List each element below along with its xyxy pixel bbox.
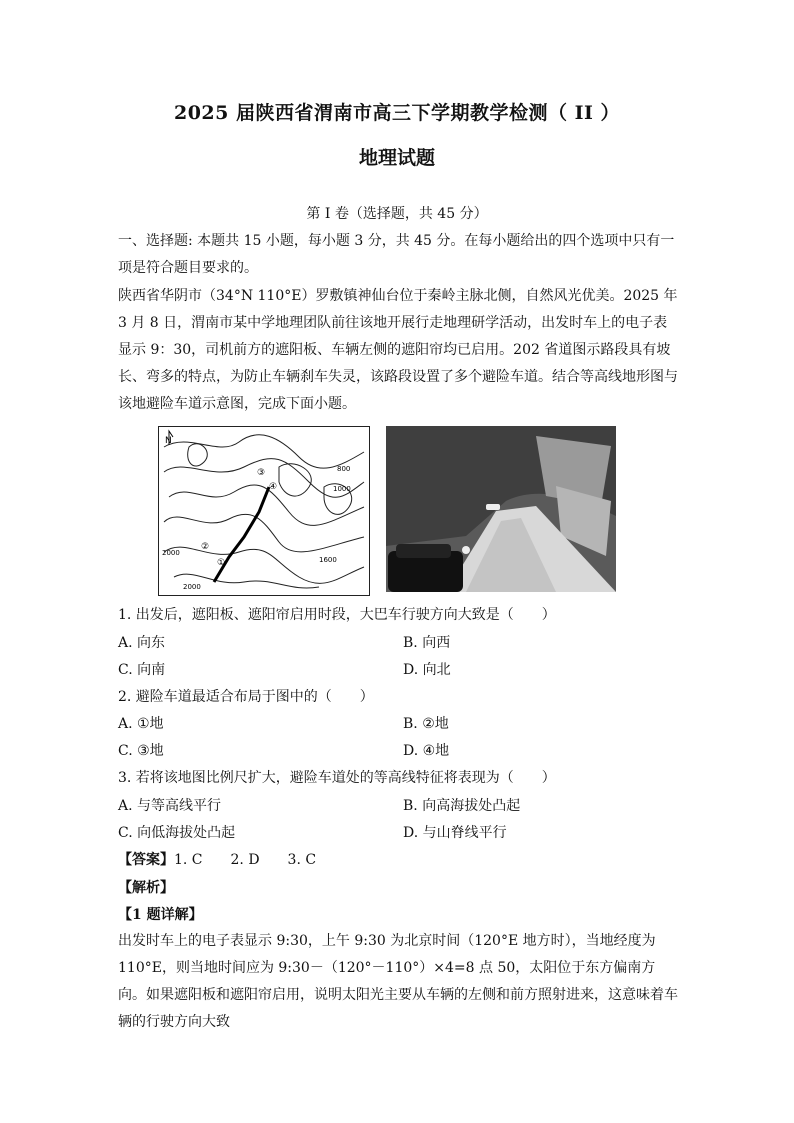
- question-3-stem: 3. 若将该地图比例尺扩大，避险车道处的等高线特征将表现为（ ）: [118, 770, 556, 786]
- escape-lane-photo-drawing: [386, 426, 616, 592]
- question-2-option-a[interactable]: A. ①地: [118, 716, 164, 732]
- material-text: 陕西省华阴市（34°N 110°E）罗敷镇神仙台位于秦岭主脉北侧，自然风光优美。2025 年 3 月 8 日，渭南市某中学地理团队前往该地开展行走地理研学活动，出发时车上的电子表显示 9：30，司机前方的遮阳板、车辆左侧的遮阳帘均已启用。202 省道图示路段具有坡长、弯多的特点，为防止车辆刹车失灵，该路段设置了多个避险车道。结合等高线地形图与该地避险车道示意图，完成下面小题。: [118, 288, 678, 412]
- contour-label: 2000: [162, 549, 180, 557]
- question-1-option-c[interactable]: C. 向南: [118, 662, 166, 678]
- question-2-option-d[interactable]: D. ④地: [403, 743, 450, 759]
- map-marker: ③: [257, 468, 266, 478]
- question-3-option-c[interactable]: C. 向低海拔处凸起: [118, 825, 236, 841]
- contour-map: [158, 426, 370, 596]
- answer-values: 1. C 2. D 3. C: [174, 852, 317, 868]
- escape-lane-photo: [386, 426, 616, 592]
- detail-label: 【1 题详解】: [118, 907, 203, 923]
- question-1-stem: 1. 出发后，遮阳板、遮阳帘启用时段，大巴车行驶方向大致是（ ）: [118, 607, 556, 623]
- section-title: 第 I 卷（选择题，共 45 分）: [306, 206, 488, 222]
- question-2-option-c[interactable]: C. ③地: [118, 743, 164, 759]
- exam-subtitle: 地理试题: [358, 147, 435, 169]
- map-marker: ④: [269, 482, 278, 492]
- contour-label: 1600: [319, 556, 337, 564]
- contour-line: [164, 435, 364, 468]
- contour-map-drawing: [159, 427, 369, 595]
- exam-title: 2025 届陕西省渭南市高三下学期教学检测（ II ）: [173, 102, 620, 124]
- contour-closed: [188, 444, 208, 466]
- instructions-text: 一、选择题: 本题共 15 小题，每小题 3 分，共 45 分。在每小题给出的四个选项中只有一项是符合题目要求的。: [118, 233, 675, 276]
- answer-line: [118, 849, 316, 869]
- contour-label: 800: [337, 465, 351, 473]
- question-1-option-d[interactable]: D. 向北: [403, 662, 451, 678]
- question-1-option-a[interactable]: A. 向东: [118, 635, 166, 651]
- question-3-option-a[interactable]: A. 与等高线平行: [118, 798, 222, 814]
- question-2-option-b[interactable]: B. ②地: [403, 716, 449, 732]
- contour-line: [164, 547, 364, 583]
- map-marker: ②: [201, 542, 210, 552]
- analysis-label: 【解析】: [118, 880, 174, 896]
- question-3-option-b[interactable]: B. 向高海拔处凸起: [403, 798, 521, 814]
- contour-label: 2000: [183, 583, 201, 591]
- north-label: N: [165, 436, 172, 446]
- question-3-option-d[interactable]: D. 与山脊线平行: [403, 825, 507, 841]
- question-2-stem: 2. 避险车道最适合布局于图中的（ ）: [118, 689, 374, 705]
- map-marker: ①: [217, 558, 226, 568]
- contour-label: 1000: [333, 485, 351, 493]
- question-1-option-b[interactable]: B. 向西: [403, 635, 451, 651]
- answer-label: 【答案】: [118, 852, 174, 868]
- figure-area: [158, 426, 618, 594]
- detail-text: 出发时车上的电子表显示 9:30，上午 9:30 为北京时间（120°E 地方时），当地经度为 110°E，则当地时间应为 9:30－（120°－110°）×4=8 点 50，太阳位于东方偏南方向。如果遮阳板和遮阳帘启用，说明太阳光主要从车辆的左侧和前方照射进来，这意味着车辆的行驶方向大致: [118, 933, 678, 1030]
